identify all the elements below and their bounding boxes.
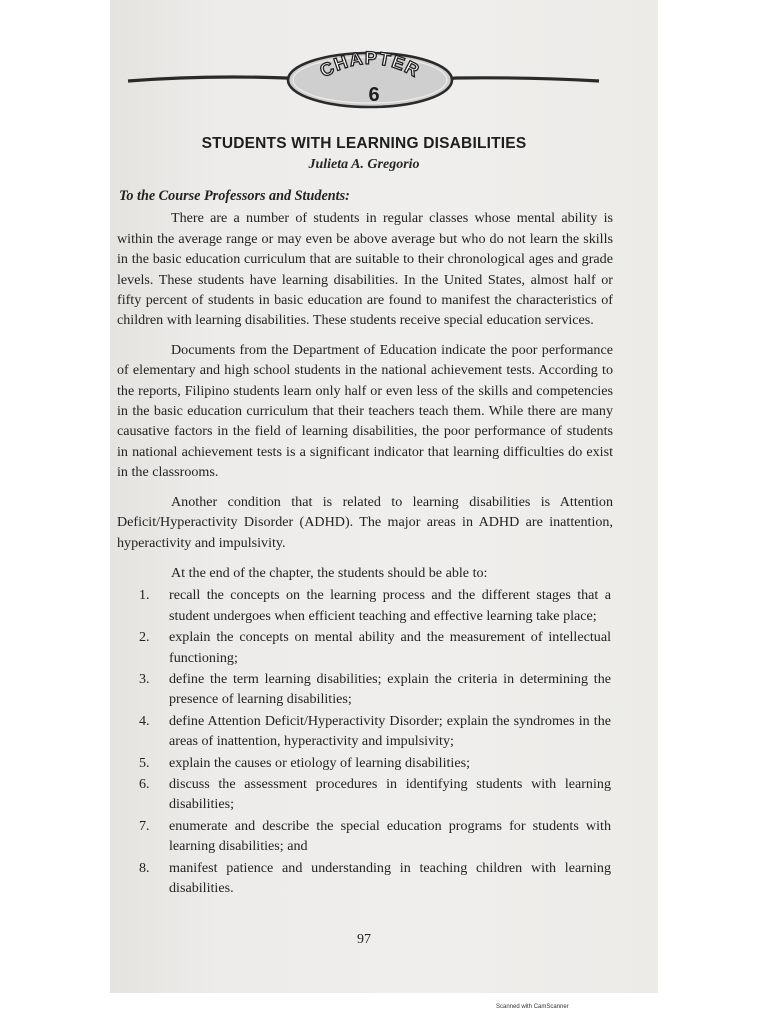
banner-left-rule: [128, 77, 296, 81]
list-text: manifest patience and understanding in teaching children with learning disabilities.: [169, 859, 611, 896]
list-number: 7.: [139, 817, 150, 834]
salutation: To the Course Professors and Students:: [119, 188, 350, 204]
chapter-number: 6: [368, 84, 380, 106]
banner-right-rule: [444, 78, 599, 81]
list-item: [117, 711, 613, 752]
list-text: define Attention Deficit/Hyperactivity Disorder; explain the syndromes in the areas of inattention, hyperactivity and impulsivity;: [169, 712, 611, 750]
list-number: 3.: [139, 670, 150, 687]
paragraph-deped: Documents from the Department of Education indicate the poor performance of elementary and high school students in the national achievement tests. According to the reports, Filipino students learn only half or even less of the skills and competencies in the basic education curriculum that their teachers teach them. While there are many causative factors in the field of learning disabilities, the poor performance of students in national achievement tests is a significant indicator that learning difficulties do exist in the classrooms.: [117, 341, 613, 481]
list-item: [117, 858, 613, 899]
chapter-banner-graphic: [126, 48, 606, 110]
chapter-banner: [126, 48, 606, 110]
list-number: 8.: [139, 859, 150, 876]
scanner-watermark: Scanned with CamScanner: [496, 1004, 569, 1010]
list-item: [117, 816, 613, 857]
paragraph-adhd: Another condition that is related to learning disabilities is Attention Deficit/Hyperactivity Disorder (ADHD). The major areas in ADHD are inattention, hyperactivity and impulsivity.: [117, 493, 613, 551]
book-page: [110, 0, 658, 993]
list-text: enumerate and describe the special education programs for students with learning disabilities; and: [169, 817, 611, 855]
chapter-author: Julieta A. Gregorio: [308, 157, 420, 172]
paragraph-intro: There are a number of students in regular classes whose mental ability is within the average range or may even be above average but who do not learn the skills in the basic education curriculum that are suitable to their chronological ages and grade levels. These students have learning disabilities. In the United States, almost half or fifty percent of students in basic education are found to manifest the characteristics of children with learning disabilities. These students receive special education services.: [117, 210, 613, 329]
page-number: 97: [357, 932, 371, 947]
list-text: explain the concepts on mental ability and the measurement of intellectual functioning;: [169, 629, 611, 666]
list-item: [117, 627, 613, 668]
list-item: [117, 753, 613, 773]
chapter-title: STUDENTS WITH LEARNING DISABILITIES: [201, 135, 527, 152]
list-text: discuss the assessment procedures in identifying students with learning disabilities;: [169, 775, 611, 813]
list-number: 6.: [139, 775, 150, 792]
list-item: [117, 774, 613, 815]
list-number: 1.: [139, 587, 150, 604]
list-item: [117, 669, 613, 710]
objectives-intro: At the end of the chapter, the students should be able to:: [171, 564, 488, 581]
list-number: 2.: [139, 629, 150, 646]
chapter-word: CHAPTER: [316, 48, 424, 82]
list-text: explain the causes or etiology of learning disabilities;: [169, 754, 470, 771]
list-text: recall the concepts on the learning process and the different stages that a student undergoes when efficient teaching and effective learning take place;: [169, 587, 611, 624]
list-number: 5.: [139, 754, 150, 771]
list-text: define the term learning disabilities; explain the criteria in determining the presence of learning disabilities;: [169, 670, 611, 708]
list-item: [117, 585, 613, 626]
objectives-list: [117, 585, 613, 898]
chapter-body: [117, 186, 613, 898]
list-number: 4.: [139, 712, 150, 729]
